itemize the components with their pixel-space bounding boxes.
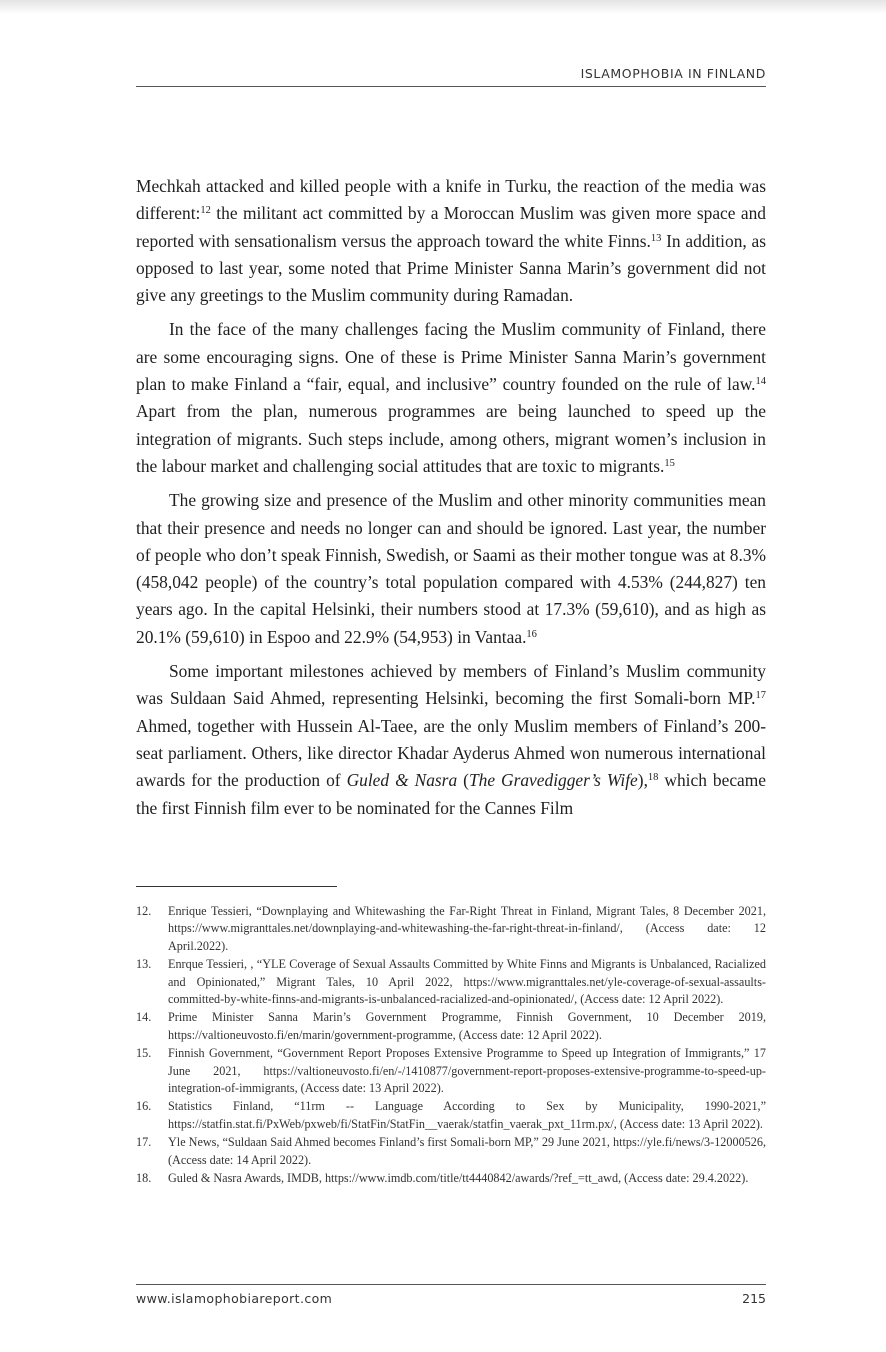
paragraph-text: In the face of the many challenges facing the Muslim community of Finland, there are some encouraging signs. One of these is Prime Minister Sanna Marin’s government plan to make Finland a “fair, equal, and inclusive” country founded on the rule of law. bbox=[136, 319, 766, 395]
paragraph-4 bbox=[136, 658, 766, 822]
paragraph-text: The growing size and presence of the Muslim and other minority communities mean that their presence and needs no longer can and should be ignored. Last year, the number of people who don’t speak Finnish, Swedish, or Saami as their mother tongue was at 8.3% (458,042 people) of the country’s total population compared with 4.53% (244,827) ten years ago. In the capital Helsinki, their numbers stood at 17.3% (59,610), and as high as 20.1% (59,610) in Espoo and 22.9% (54,953) in Vantaa. bbox=[136, 490, 766, 647]
footnote-separator bbox=[136, 886, 337, 887]
paragraph-text: Apart from the plan, numerous programmes are being launched to speed up the integration of migrants. Such steps include, among others, migrant women’s inclusion in the labour market and challenging social attitudes that are toxic to migrants. bbox=[136, 401, 766, 476]
footnotes bbox=[136, 903, 766, 1189]
footnote-ref-18[interactable]: 18 bbox=[647, 772, 659, 784]
footnote-14 bbox=[136, 1009, 766, 1044]
footnote-number: 12. bbox=[136, 904, 152, 918]
footnote-ref-15[interactable]: 15 bbox=[664, 457, 675, 469]
footnote-15 bbox=[136, 1045, 766, 1097]
footnote-12 bbox=[136, 903, 766, 955]
footnote-number: 15. bbox=[136, 1046, 152, 1061]
footnote-text: Enrque Tessieri, , “YLE Coverage of Sexual Assaults Committed by White Finns and Migrants is Unbalanced, Racialized and Opinionated,” Migrant Tales, 10 April 2022, https://www.migranttales.net/yle-coverage-of-sexual-assaults-committed-by-white-finns-and-migrants-is-unbalanced-racialized-and-opinionated/, (Access date: 12 April 2022). bbox=[168, 957, 766, 1007]
footnote-number: 16. bbox=[136, 1099, 152, 1114]
footnote-ref-13[interactable]: 13 bbox=[650, 232, 662, 244]
paragraph-2 bbox=[136, 316, 766, 480]
film-title: Guled & Nasra bbox=[346, 770, 458, 791]
paragraph-text: Ahmed, together with Hussein Al-Taee, are the only Muslim members of Finland’s 200-seat parliament. Others, like director Khadar Ayderus Ahmed won numerous international awards for the production of bbox=[136, 715, 766, 791]
paragraph-text: ), bbox=[637, 770, 648, 791]
paragraph-text: In addition, as opposed to last year, some noted that Prime Minister Sanna Marin’s government did not give any greetings to the Muslim community during Ramadan. bbox=[136, 230, 767, 306]
footnote-number: 13. bbox=[136, 957, 152, 972]
footnote-18 bbox=[136, 1170, 766, 1187]
footnote-ref-14[interactable]: 14 bbox=[755, 376, 766, 388]
footnote-17 bbox=[136, 1134, 766, 1169]
paragraph-text: ( bbox=[457, 770, 469, 791]
footnote-ref-12[interactable]: 12 bbox=[200, 205, 211, 217]
footnote-number: 17. bbox=[136, 1135, 152, 1150]
main-text bbox=[136, 173, 766, 829]
footnote-ref-17[interactable]: 17 bbox=[755, 690, 766, 702]
footnote-text: Guled & Nasra Awards, IMDB, https://www.imdb.com/title/tt4440842/awards/?ref_=tt_awd, (Access date: 29.4.2022). bbox=[168, 1171, 749, 1186]
page-number: 215 bbox=[742, 1291, 766, 1306]
footnote-text: Yle News, “Suldaan Said Ahmed becomes Finland’s first Somali-born MP,” 29 June 2021, https://yle.fi/news/3-12000526, (Access date: 14 April 2022). bbox=[168, 1135, 766, 1167]
footnote-number: 18. bbox=[136, 1171, 152, 1186]
running-header-title: ISLAMOPHOBIA IN FINLAND bbox=[580, 66, 766, 81]
footnote-ref-16[interactable]: 16 bbox=[526, 628, 537, 640]
footer-rule bbox=[136, 1284, 766, 1285]
page-top-shadow bbox=[0, 0, 886, 14]
paragraph-text: Mechkah attacked and killed people with a knife in Turku, the reaction of the media was different: bbox=[136, 176, 766, 224]
paragraph-text: the militant act committed by a Moroccan Muslim was given more space and reported with sensationalism versus the approach toward the white Finns. bbox=[136, 203, 766, 251]
film-title-english: The Gravedigger’s Wife bbox=[468, 770, 638, 791]
footnote-13 bbox=[136, 956, 766, 1008]
paragraph-3 bbox=[136, 487, 766, 651]
footnote-text: Statistics Finland, “11rm -- Language According to Sex by Municipality, 1990-2021,” https://statfin.stat.fi/PxWeb/pxweb/fi/StatFin/StatFin__vaerak/statfin_vaerak_pxt_11rm.px/, (Access date: 13 April 2022). bbox=[168, 1099, 766, 1131]
header-rule bbox=[136, 86, 766, 87]
paragraph-1 bbox=[136, 173, 766, 309]
footer-website-link[interactable]: www.islamophobiareport.com bbox=[136, 1291, 333, 1306]
paragraph-text: Some important milestones achieved by members of Finland’s Muslim community was Suldaan Said Ahmed, representing Helsinki, becoming the first Somali-born MP. bbox=[136, 661, 766, 709]
paragraph-text: which became the first Finnish film ever to be nominated for the Cannes Film bbox=[136, 770, 767, 818]
footnote-text: Prime Minister Sanna Marin’s Government Programme, Finnish Government, 10 December 2019, https://valtioneuvosto.fi/en/marin/government-programme, (Access date: 12 April 2022). bbox=[168, 1010, 766, 1042]
footnote-16 bbox=[136, 1098, 766, 1133]
footnote-text: Finnish Government, “Government Report Proposes Extensive Programme to Speed up Integration of Immigrants,” 17 June 2021, https://valtioneuvosto.fi/en/-/1410877/government-report-proposes-extensive-programme-to-speed-up-integration-of-immigrants, (Access date: 13 April 2022). bbox=[168, 1046, 766, 1096]
footnote-text: Enrique Tessieri, “Downplaying and Whitewashing the Far-Right Threat in Finland, Migrant Tales, 8 December 2021, https://www.migranttales.net/downplaying-and-whitewashing-the-far-right-threat-in-finland/, (Access date: 12 April.2022). bbox=[168, 904, 766, 953]
footnote-number: 14. bbox=[136, 1010, 152, 1025]
